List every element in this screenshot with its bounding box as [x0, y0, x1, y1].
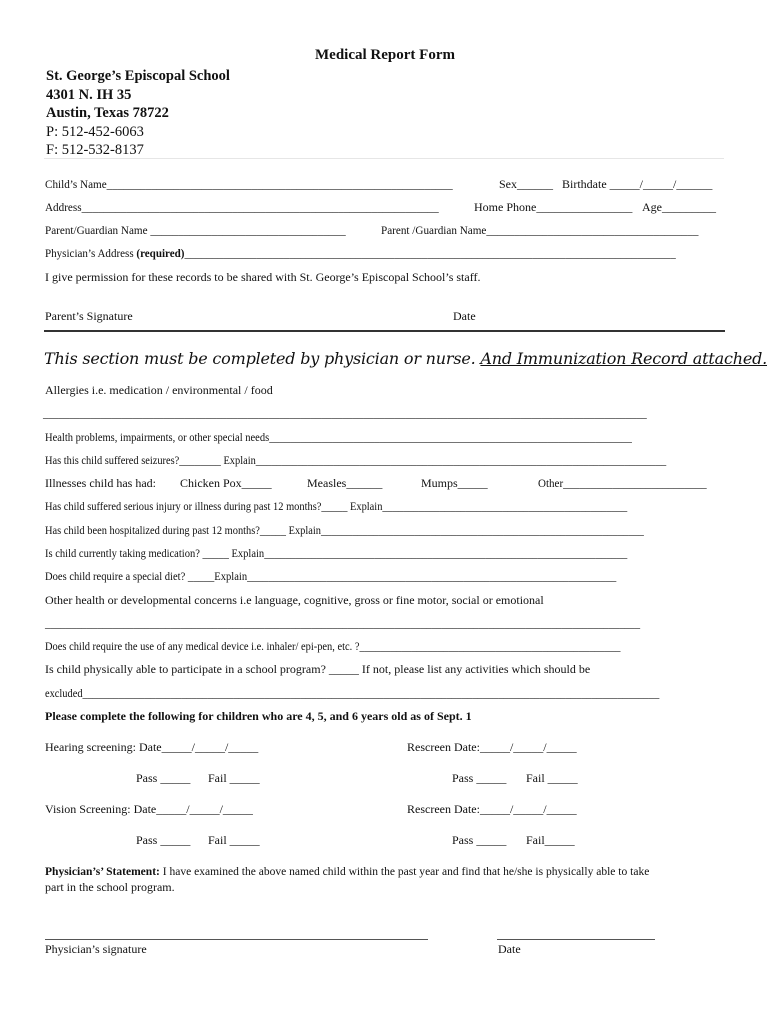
parent-guardian-1-field[interactable]: Parent/Guardian Name ___________________________________	[45, 223, 346, 237]
physician-section-heading: This section must be completed by physician or nurse. And Immunization Record attached.	[44, 349, 768, 368]
other-concerns-label: Other health or developmental concerns i.e language, cognitive, gross or fine motor, social or emotional	[45, 593, 544, 607]
home-phone-field[interactable]: Home Phone________________	[474, 200, 633, 214]
physician-statement	[45, 864, 649, 879]
physician-address-line: _________________________________________________________________________________________	[184, 246, 676, 260]
health-problems-field[interactable]: Health problems, impairments, or other special needs_____________________________________________________________________	[45, 430, 632, 444]
physically-able-question: Is child physically able to participate in a school program? _____ If not, please list any activities which should be	[45, 662, 591, 676]
vision-screening-date-field[interactable]: Vision Screening: Date_____/_____/_____	[45, 802, 253, 816]
hospitalized-field[interactable]: Has child been hospitalized during past 12 months?_____ Explain______________________________________________________________	[45, 523, 644, 537]
allergies-label: Allergies i.e. medication / environmental / food	[45, 383, 273, 397]
parent-guardian-2-field[interactable]: Parent /Guardian Name______________________________________	[381, 223, 699, 237]
medication-field[interactable]: Is child currently taking medication? _____ Explain_____________________________________________________________________	[45, 546, 628, 560]
vision-fail-field[interactable]: Fail _____	[208, 833, 260, 847]
immunization-record-note: And Immunization Record attached.	[480, 349, 768, 368]
form-title: Medical Report Form	[315, 47, 455, 63]
medical-device-field[interactable]: Does child require the use of any medical device i.e. inhaler/ epi-pen, etc. ?__________________________________________________	[45, 639, 621, 653]
chicken-pox-field[interactable]: Chicken Pox_____	[180, 476, 272, 490]
other-concerns-field[interactable]: __________________________________________________________________________________________________________________	[45, 616, 641, 630]
physician-date-label: Date	[498, 942, 521, 956]
address-field[interactable]: Address________________________________________________________________	[45, 200, 439, 214]
birthdate-field[interactable]: Birthdate _____/_____/______	[562, 177, 713, 191]
hearing-fail-field[interactable]: Fail _____	[208, 771, 260, 785]
vision-pass-field[interactable]: Pass _____	[136, 833, 191, 847]
school-street: 4301 N. IH 35	[46, 86, 132, 103]
physician-address-label: Physician’s Address	[45, 246, 137, 260]
parent-signature-label: Parent’s Signature	[45, 309, 133, 323]
physician-signature-label: Physician’s signature	[45, 942, 147, 956]
physician-address-field[interactable]	[45, 246, 676, 261]
physician-date-line[interactable]	[497, 939, 655, 940]
hearing-screening-date-field[interactable]: Hearing screening: Date_____/_____/_____	[45, 740, 259, 754]
illnesses-label: Illnesses child has had:	[45, 476, 156, 490]
measles-field[interactable]: Measles______	[307, 476, 383, 490]
age-field[interactable]: Age_________	[642, 200, 716, 214]
school-city: Austin, Texas 78722	[46, 105, 169, 121]
allergies-field[interactable]: ___________________________________________________________________________________________________________________	[43, 406, 647, 420]
special-diet-field[interactable]: Does child require a special diet? _____Explain______________________________________________________________________	[45, 569, 617, 583]
school-phone: P: 512-452-6063	[46, 123, 144, 140]
excluded-activities-field[interactable]: excluded_______________________________________________________________________________________________________________	[45, 686, 660, 700]
vision-rescreen-pass-field[interactable]: Pass _____	[452, 833, 507, 847]
sex-field[interactable]: Sex______	[499, 177, 553, 191]
required-label: (required)	[136, 246, 185, 260]
childs-name-field[interactable]: Child’s Name______________________________________________________________	[45, 177, 453, 191]
serious-injury-field[interactable]: Has child suffered serious injury or illness during past 12 months?_____ Explain_______________________________________________	[45, 499, 628, 513]
vision-rescreen-date-field[interactable]: Rescreen Date:_____/_____/_____	[407, 802, 577, 816]
age-requirement-note: Please complete the following for children who are 4, 5, and 6 years old as of Sept. 1	[45, 709, 472, 723]
hearing-rescreen-date-field[interactable]: Rescreen Date:_____/_____/_____	[407, 740, 577, 754]
section-divider	[44, 330, 725, 332]
hearing-rescreen-fail-field[interactable]: Fail _____	[526, 771, 578, 785]
vision-rescreen-fail-field[interactable]: Fail_____	[526, 833, 575, 847]
physician-signature-line[interactable]	[45, 939, 428, 940]
school-name: St. George’s Episcopal School	[46, 68, 230, 84]
physician-statement-label: Physician’s’ Statement:	[45, 864, 160, 878]
seizures-field[interactable]: Has this child suffered seizures?________ Explain_______________________________________________________________________________	[45, 453, 667, 467]
hearing-pass-field[interactable]: Pass _____	[136, 771, 191, 785]
other-illness-field[interactable]: Other__________________________	[538, 476, 707, 490]
hearing-rescreen-pass-field[interactable]: Pass _____	[452, 771, 507, 785]
physician-statement-text-2: part in the school program.	[45, 880, 175, 894]
parent-date-label: Date	[453, 309, 476, 323]
header-divider	[44, 158, 724, 159]
permission-statement: I give permission for these records to be shared with St. George’s Episcopal School’s staff.	[45, 270, 481, 284]
mumps-field[interactable]: Mumps_____	[421, 476, 488, 490]
physician-statement-text: I have examined the above named child within the past year and find that he/she is physically able to take	[159, 864, 650, 878]
school-fax: F: 512-532-8137	[46, 142, 144, 158]
